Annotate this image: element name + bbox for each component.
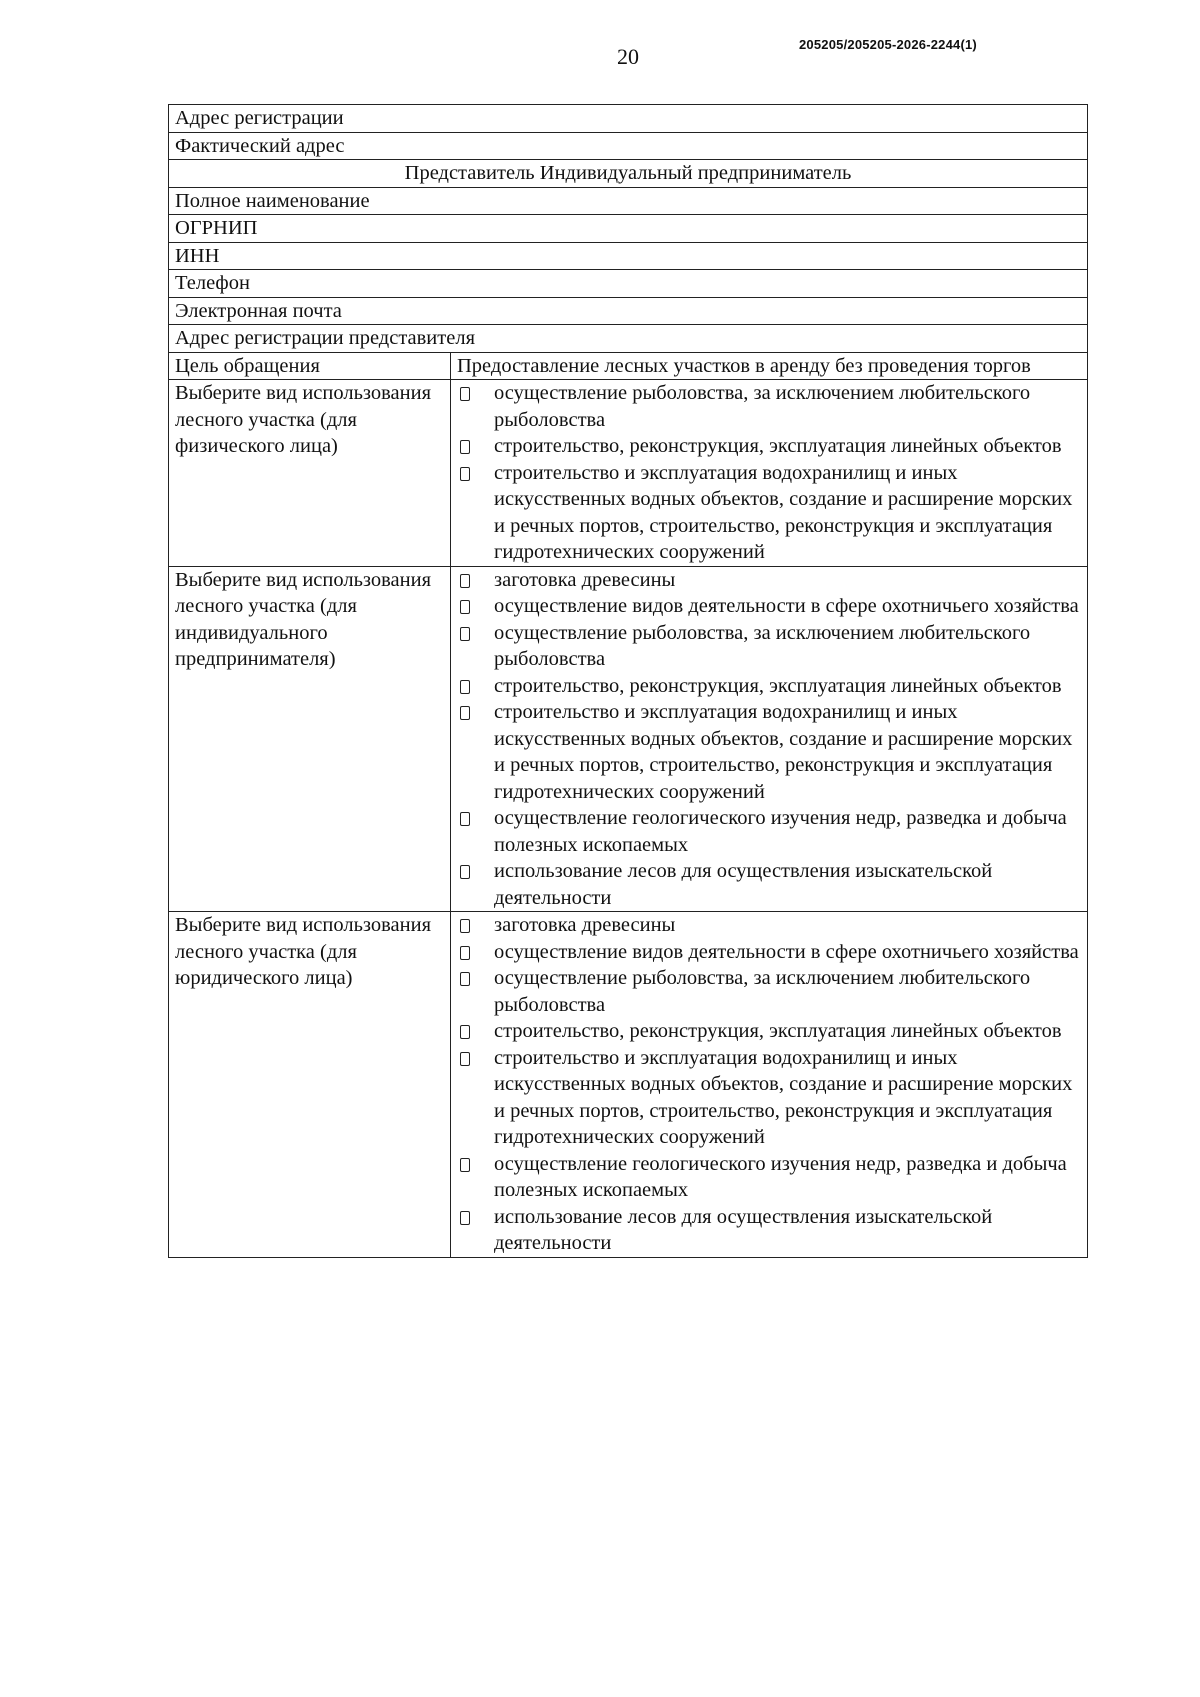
- section-title: Представитель Индивидуальный предприниматель: [169, 160, 1088, 188]
- option-label: строительство, реконструкция, эксплуатация линейных объектов: [494, 674, 1062, 697]
- option-label: осуществление рыболовства, за исключением любительского рыболовства: [494, 967, 1031, 1016]
- row-section-title: [169, 160, 1088, 188]
- checkbox-icon[interactable]: [460, 865, 470, 879]
- purpose-value: Предоставление лесных участков в аренду без проведения торгов: [451, 352, 1088, 380]
- option-label: строительство, реконструкция, эксплуатация линейных объектов: [494, 1020, 1062, 1042]
- row-purpose: [169, 352, 1088, 380]
- option-label: осуществление геологического изучения недр, разведка и добыча полезных ископаемых: [494, 1152, 1067, 1201]
- checkbox-icon[interactable]: [460, 946, 470, 960]
- row-phone: [169, 270, 1088, 298]
- row-ogrnip: [169, 215, 1088, 243]
- row-inn: [169, 242, 1088, 270]
- option-label: строительство, реконструкция, эксплуатация линейных объектов: [494, 435, 1062, 457]
- option-label: осуществление видов деятельности в сфере охотничьего хозяйства: [494, 595, 1079, 617]
- option-label: строительство и эксплуатация водохранилищ и иных искусственных водных объектов, создание и расширение морских и речных портов, строительство, реконструкция и эксплуатация гидротехнических сооружений: [494, 701, 1073, 803]
- option-item[interactable]: [457, 912, 1081, 939]
- option-label: строительство и эксплуатация водохранилищ и иных искусственных водных объектов, создание и расширение морских и речных портов, строительство, реконструкция и эксплуатация гидротехнических сооружений: [494, 461, 1073, 563]
- option-item[interactable]: [457, 965, 1081, 1018]
- usage-legal-options: [451, 912, 1088, 1258]
- row-full-name: [169, 187, 1088, 215]
- option-item[interactable]: [457, 1045, 1081, 1151]
- checkbox-icon[interactable]: [460, 680, 470, 694]
- rep-reg-address-label: Адрес регистрации представителя: [169, 325, 1088, 353]
- option-item[interactable]: [457, 567, 1081, 594]
- option-item[interactable]: [457, 380, 1081, 433]
- checkbox-icon[interactable]: [460, 600, 470, 614]
- option-label: осуществление рыболовства, за исключением любительского рыболовства: [494, 382, 1031, 431]
- option-item[interactable]: [457, 1018, 1081, 1045]
- row-usage-entrepreneur: [169, 566, 1088, 912]
- option-label: осуществление геологического изучения недр, разведка и добыча полезных ископаемых: [494, 807, 1067, 856]
- option-item[interactable]: [457, 433, 1081, 460]
- option-item[interactable]: [457, 593, 1081, 620]
- row-usage-legal: [169, 912, 1088, 1258]
- checkbox-icon[interactable]: [460, 440, 470, 454]
- option-label: осуществление видов деятельности в сфере охотничьего хозяйства: [494, 940, 1079, 963]
- document-id: 205205/205205-2026-2244(1): [799, 37, 977, 52]
- option-label: заготовка древесины: [494, 914, 676, 936]
- checkbox-icon[interactable]: [460, 387, 470, 401]
- option-item[interactable]: [457, 1204, 1081, 1257]
- ogrnip-label: ОГРНИП: [169, 215, 1088, 243]
- checkbox-icon[interactable]: [460, 1158, 470, 1172]
- usage-physical-options: [451, 380, 1088, 567]
- row-rep-reg-address: [169, 325, 1088, 353]
- actual-address-label: Фактический адрес: [169, 132, 1088, 160]
- checkbox-icon[interactable]: [460, 1025, 470, 1039]
- option-item[interactable]: [457, 805, 1081, 858]
- option-label: осуществление рыболовства, за исключением любительского рыболовства: [494, 621, 1031, 670]
- checkbox-icon[interactable]: [460, 706, 470, 720]
- option-label: использование лесов для осуществления изыскательской деятельности: [494, 1205, 993, 1254]
- email-label: Электронная почта: [169, 297, 1088, 325]
- option-item[interactable]: [457, 673, 1081, 700]
- checkbox-icon[interactable]: [460, 1052, 470, 1066]
- usage-physical-label: Выберите вид использования лесного участка (для физического лица): [169, 380, 451, 567]
- option-label: использование лесов для осуществления изыскательской деятельности: [494, 860, 993, 909]
- checkbox-icon[interactable]: [460, 1211, 470, 1225]
- phone-label: Телефон: [169, 270, 1088, 298]
- application-form-table: [168, 104, 1088, 1258]
- checkbox-icon[interactable]: [460, 812, 470, 826]
- usage-entrepreneur-options: [451, 566, 1088, 912]
- option-item[interactable]: [457, 1151, 1081, 1204]
- full-name-label: Полное наименование: [169, 187, 1088, 215]
- page-number: 20: [617, 44, 639, 69]
- purpose-label: Цель обращения: [169, 352, 451, 380]
- row-usage-physical: [169, 380, 1088, 567]
- reg-address-label: Адрес регистрации: [169, 105, 1088, 133]
- row-actual-address: [169, 132, 1088, 160]
- checkbox-icon[interactable]: [460, 919, 470, 933]
- inn-label: ИНН: [169, 242, 1088, 270]
- row-email: [169, 297, 1088, 325]
- checkbox-icon[interactable]: [460, 574, 470, 588]
- usage-entrepreneur-label: Выберите вид использования лесного участка (для индивидуального предпринимателя): [169, 566, 451, 912]
- option-label: заготовка древесины: [494, 568, 676, 591]
- option-item[interactable]: [457, 460, 1081, 566]
- row-reg-address: [169, 105, 1088, 133]
- option-item[interactable]: [457, 699, 1081, 805]
- option-item[interactable]: [457, 620, 1081, 673]
- checkbox-icon[interactable]: [460, 627, 470, 641]
- usage-legal-label: Выберите вид использования лесного участка (для юридического лица): [169, 912, 451, 1258]
- option-item[interactable]: [457, 858, 1081, 911]
- option-label: строительство и эксплуатация водохранилищ и иных искусственных водных объектов, создание и расширение морских и речных портов, строительство, реконструкция и эксплуатация гидротехнических сооружений: [494, 1046, 1073, 1148]
- checkbox-icon[interactable]: [460, 972, 470, 986]
- option-item[interactable]: [457, 939, 1081, 966]
- checkbox-icon[interactable]: [460, 467, 470, 481]
